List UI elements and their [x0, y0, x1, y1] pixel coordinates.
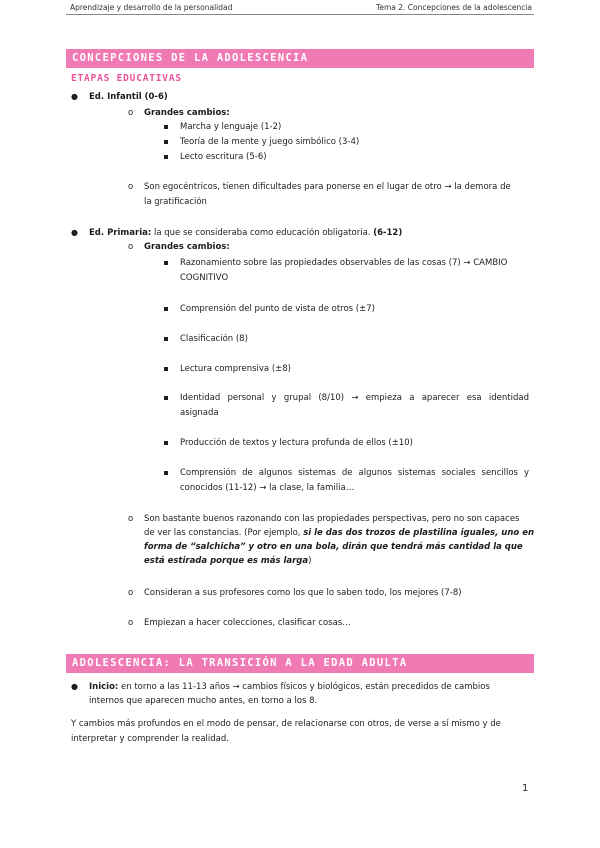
- square-bullet-icon: [164, 261, 168, 265]
- bullet-icon: ●: [71, 682, 78, 691]
- circle-bullet-icon: o: [128, 108, 134, 118]
- circle-bullet-icon: o: [128, 182, 134, 192]
- circle-bullet-icon: o: [128, 588, 134, 598]
- bullet-icon: ●: [71, 92, 78, 101]
- primaria-item7-line2: conocidos (11-12) → la clase, la familia…: [180, 483, 355, 493]
- circle-bullet-icon: o: [128, 514, 134, 524]
- square-bullet-icon: [164, 396, 168, 400]
- subtitle-etapas: ETAPAS EDUCATIVAS: [71, 73, 182, 84]
- header-left: Aprendizaje y desarrollo de la personalidad: [70, 3, 233, 12]
- inicio-label: Inicio:: [89, 682, 119, 692]
- square-bullet-icon: [164, 441, 168, 445]
- header-divider: [66, 14, 534, 15]
- primaria-item4: Lectura comprensiva (±8): [180, 364, 291, 374]
- header-right: Tema 2. Concepciones de la adolescencia: [376, 3, 532, 12]
- circle-bullet-icon: o: [128, 242, 134, 252]
- note1-line2-normal: de ver las constancias. (Por ejemplo,: [144, 528, 304, 538]
- inicio-line1: [89, 680, 490, 694]
- square-bullet-icon: [164, 337, 168, 341]
- infantil-item: Marcha y lenguaje (1-2): [180, 122, 282, 132]
- primaria-item2: Comprensión del punto de vista de otros (±7): [180, 304, 375, 314]
- primaria-note1-line4: [144, 554, 311, 568]
- primaria-note1-line3: forma de “salchicha” y otro en una bola, dirán que tendrá más cantidad la que: [144, 542, 523, 552]
- primaria-grandes: Grandes cambios:: [144, 242, 230, 252]
- page-number: 1: [522, 783, 529, 794]
- section-title-concepciones: CONCEPCIONES DE LA ADOLESCENCIA: [66, 49, 534, 68]
- circle-bullet-icon: o: [128, 618, 134, 628]
- primaria-item1-line2: COGNITIVO: [180, 273, 229, 283]
- note1-line4-close: ): [308, 556, 312, 566]
- primaria-desc: la que se consideraba como educación obligatoria.: [151, 228, 374, 238]
- square-bullet-icon: [164, 471, 168, 475]
- infantil-note-line2: la gratificación: [144, 197, 207, 207]
- primaria-item7-line1: Comprensión de algunos sistemas de algunos sistemas sociales sencillos y: [180, 468, 529, 478]
- infantil-item: Teoría de la mente y juego simbólico (3-4): [180, 137, 360, 147]
- section-title-adolescencia: ADOLESCENCIA: LA TRANSICIÓN A LA EDAD ADULTA: [66, 654, 534, 673]
- primaria-label: Ed. Primaria:: [89, 228, 152, 238]
- note1-line2-emph: si le das dos trozos de plastilina iguales, uno en: [303, 528, 535, 538]
- bullet-icon: ●: [71, 228, 78, 237]
- primaria-item5-line2: asignada: [180, 408, 219, 418]
- para-line2: interpretar y comprender la realidad.: [71, 734, 229, 744]
- primaria-item6: Producción de textos y lectura profunda de ellos (±10): [180, 438, 413, 448]
- square-bullet-icon: [164, 367, 168, 371]
- primaria-item5-line1: Identidad personal y grupal (8/10) → empieza a aparecer esa identidad: [180, 393, 529, 403]
- primaria-line: [89, 226, 402, 240]
- primaria-note1-line2: [144, 526, 534, 540]
- infantil-label: Ed. Infantil (0-6): [89, 92, 168, 102]
- infantil-item: Lecto escritura (5-6): [180, 152, 267, 162]
- inicio-text: en torno a las 11-13 años → cambios físicos y biológicos, están precedidos de cambios: [118, 682, 490, 692]
- square-bullet-icon: [164, 125, 168, 129]
- inicio-line2: internos que aparecen mucho antes, en torno a los 8.: [89, 696, 318, 706]
- note1-line4-emph: está estirada porque es más larga: [144, 556, 309, 566]
- primaria-item3: Clasificación (8): [180, 334, 248, 344]
- primaria-item1-line1: Razonamiento sobre las propiedades observables de las cosas (7) → CAMBIO: [180, 258, 508, 268]
- primaria-note2: Consideran a sus profesores como los que lo saben todo, los mejores (7-8): [144, 588, 462, 598]
- square-bullet-icon: [164, 155, 168, 159]
- para-line1: Y cambios más profundos en el modo de pensar, de relacionarse con otros, de verse a sí mismo y de: [71, 719, 501, 729]
- square-bullet-icon: [164, 140, 168, 144]
- primaria-note3: Empiezan a hacer colecciones, clasificar cosas…: [144, 618, 351, 628]
- primaria-note1-line1: Son bastante buenos razonando con las propiedades perspectivas, pero no son capaces: [144, 514, 520, 524]
- infantil-note-line1: Son egocéntricos, tienen dificultades para ponerse en el lugar de otro → la demora de: [144, 182, 511, 192]
- square-bullet-icon: [164, 307, 168, 311]
- primaria-range: (6-12): [373, 228, 403, 238]
- infantil-grandes: Grandes cambios:: [144, 108, 230, 118]
